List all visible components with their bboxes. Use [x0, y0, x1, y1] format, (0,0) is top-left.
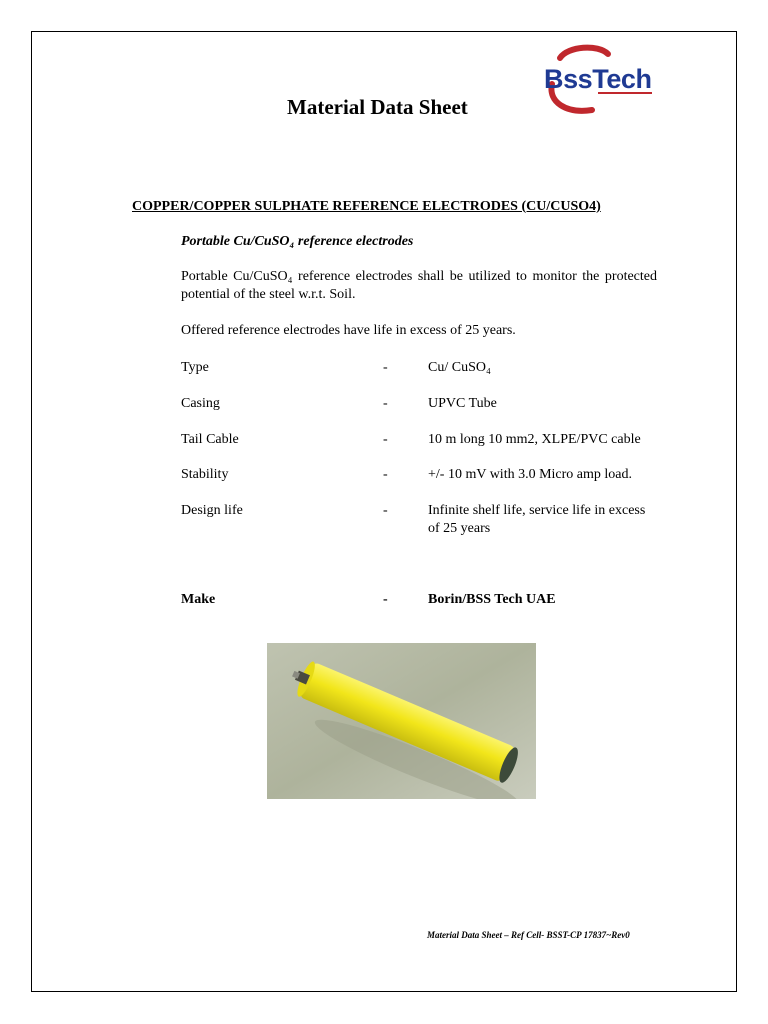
spec-dash: - — [383, 432, 388, 447]
spec-label: Tail Cable — [181, 432, 239, 447]
spec-dash: - — [383, 396, 388, 411]
footer-reference: Material Data Sheet – Ref Cell- BSST-CP 17837~Rev0 — [427, 930, 630, 940]
life-paragraph: Offered reference electrodes have life in excess of 25 years. — [181, 323, 516, 338]
make-label: Make — [181, 592, 216, 607]
svg-text:BssTech: BssTech — [544, 64, 652, 94]
spec-value: Infinite shelf life, service life in excess of 25 years — [428, 503, 646, 536]
section-heading: COPPER/COPPER SULPHATE REFERENCE ELECTRODES (CU/CUSO4) — [132, 199, 601, 214]
spec-label: Design life — [181, 503, 243, 518]
spec-label: Casing — [181, 396, 220, 411]
spec-label: Type — [181, 360, 209, 375]
spec-dash: - — [383, 467, 388, 482]
spec-label: Stability — [181, 467, 229, 482]
spec-value: 10 m long 10 mm2, XLPE/PVC cable — [428, 432, 641, 447]
spec-dash: - — [383, 503, 388, 518]
make-value: Borin/BSS Tech UAE — [428, 592, 556, 607]
section-subheading: Portable Cu/CuSO₄ reference electrodes — [181, 234, 414, 249]
bsstech-logo — [526, 44, 656, 114]
make-dash: - — [383, 592, 388, 607]
spec-value: +/- 10 mV with 3.0 Micro amp load. — [428, 467, 633, 482]
electrode-photo — [267, 643, 536, 799]
page-title: Material Data Sheet — [287, 95, 468, 119]
description-paragraph: Portable Cu/CuSO₄ reference electrodes shall be utilized to monitor the protected potential of the steel w.r.t. Soil. — [181, 269, 657, 302]
spec-value: Cu/ CuSO₄ — [428, 360, 491, 375]
spec-dash: - — [383, 360, 388, 375]
spec-value: UPVC Tube — [428, 396, 497, 411]
